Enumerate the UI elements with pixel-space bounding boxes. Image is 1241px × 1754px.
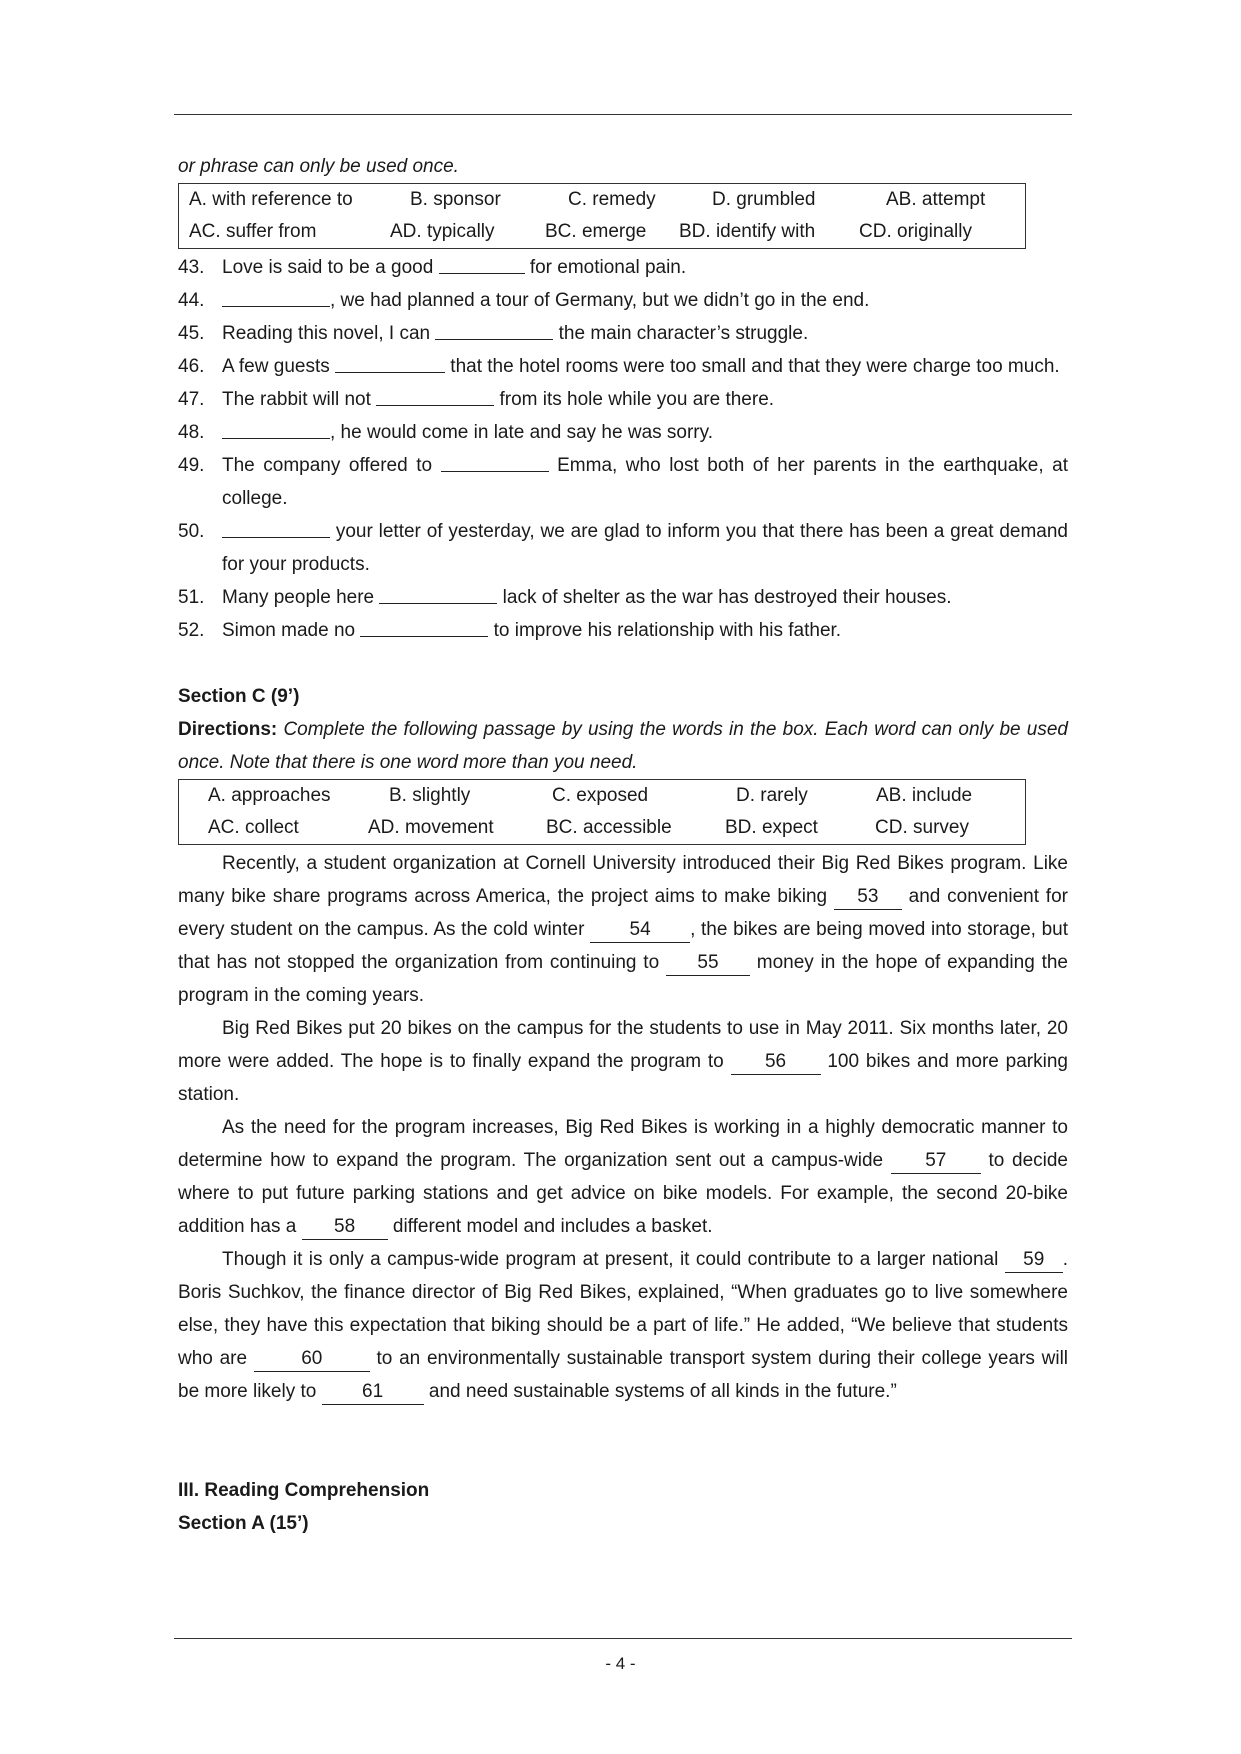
word-option: AC. collect	[208, 817, 299, 838]
answer-blank[interactable]	[376, 383, 494, 406]
header-rule	[174, 114, 1072, 115]
text-after-blank: lack of shelter as the war has destroyed their houses.	[497, 587, 952, 608]
passage-text: Big Red Bikes put 20 bikes on the campus for the students to use in May 2011. Six months later, 20 more were added. The hope is to finally expand the program to	[178, 1018, 1068, 1072]
directions-label: Directions:	[178, 719, 278, 740]
word-option: AD. movement	[368, 817, 494, 838]
passage-text: different model and includes a basket.	[387, 1216, 713, 1237]
blank-58[interactable]: 58	[302, 1215, 388, 1240]
question-47	[178, 383, 1068, 416]
page-content	[178, 150, 1068, 1540]
text-before-blank: Reading this novel, I can	[222, 323, 436, 344]
text-before-blank: Many people here	[222, 587, 380, 608]
passage-text: and need sustainable systems of all kinds in the future.”	[423, 1381, 897, 1402]
word-box-row	[189, 216, 1025, 248]
word-option: AC. suffer from	[189, 221, 317, 242]
word-option: C. remedy	[568, 189, 656, 210]
passage-text: 100 bikes and more parking station.	[178, 1051, 1068, 1105]
word-box-row	[189, 184, 1025, 216]
word-option: C. exposed	[552, 785, 649, 806]
spacer	[178, 647, 1068, 680]
question-number: 45.	[178, 323, 205, 344]
question-number: 44.	[178, 290, 205, 311]
question-text	[222, 416, 1068, 449]
page-number: - 4 -	[605, 1654, 636, 1673]
question-number: 46.	[178, 356, 205, 377]
answer-blank[interactable]	[222, 284, 330, 307]
blank-56[interactable]: 56	[731, 1050, 821, 1075]
question-text	[222, 515, 1068, 581]
blank-60[interactable]: 60	[254, 1347, 370, 1372]
blank-54[interactable]: 54	[590, 918, 690, 943]
word-option: AB. include	[876, 785, 973, 806]
footer-rule	[174, 1638, 1072, 1639]
passage-text: As the need for the program increases, Big Red Bikes is working in a highly democratic manner to determine how to expand the program. The organization sent out a campus-wide	[178, 1117, 1068, 1171]
text-after-blank: your letter of yesterday, we are glad to inform you that there has been a great demand for your products.	[222, 521, 1068, 575]
word-box-row	[208, 780, 1025, 812]
text-before-blank: The rabbit will not	[222, 389, 377, 410]
question-52	[178, 614, 1068, 647]
question-49	[178, 449, 1068, 515]
question-number: 50.	[178, 521, 205, 542]
part-3-title: III. Reading Comprehension	[178, 1480, 430, 1501]
question-text	[222, 449, 1068, 515]
section-a-title: Section A (15’)	[178, 1513, 309, 1534]
answer-blank[interactable]	[439, 251, 525, 274]
blank-55[interactable]: 55	[666, 951, 750, 976]
blank-59[interactable]: 59	[1005, 1248, 1063, 1273]
question-number: 49.	[178, 455, 205, 476]
word-option: D. grumbled	[712, 189, 816, 210]
text-after-blank: Emma, who lost both of her parents in the earthquake, at college.	[222, 455, 1068, 509]
question-text	[222, 614, 1068, 647]
question-number: 47.	[178, 389, 205, 410]
box-instruction: or phrase can only be used once.	[178, 156, 459, 177]
text-after-blank: from its hole while you are there.	[494, 389, 775, 410]
question-44	[178, 284, 1068, 317]
passage-text: and convenient for every student on the campus. As the cold winter	[178, 886, 1068, 940]
directions-text: Complete the following passage by using the words in the box. Each word can only be used once. Note that there is one word more than you need.	[178, 719, 1068, 773]
question-text	[222, 251, 1068, 284]
text-before-blank: The company offered to	[222, 455, 441, 476]
question-text	[222, 284, 1068, 317]
text-after-blank: , we had planned a tour of Germany, but we didn’t go in the end.	[330, 290, 870, 311]
question-text	[222, 581, 1068, 614]
passage-text: to decide where to put future parking stations and get advice on bike models. For example, the second 20-bike addition has a	[178, 1150, 1068, 1237]
word-option: A. approaches	[208, 785, 331, 806]
question-48	[178, 416, 1068, 449]
text-after-blank: that the hotel rooms were too small and that they were charge too much.	[445, 356, 1060, 377]
question-number: 43.	[178, 257, 205, 278]
word-option: CD. originally	[859, 221, 972, 242]
word-box-row	[208, 812, 1025, 844]
text-after-blank: the main character’s struggle.	[553, 323, 809, 344]
spacer	[178, 1441, 1068, 1474]
text-after-blank: for emotional pain.	[524, 257, 687, 278]
word-option: BC. accessible	[546, 817, 672, 838]
word-option: A. with reference to	[189, 189, 353, 210]
word-box-section-b	[178, 183, 1026, 249]
answer-blank[interactable]	[379, 581, 497, 604]
section-c-title: Section C (9’)	[178, 686, 300, 707]
blank-61[interactable]: 61	[322, 1380, 424, 1405]
question-51	[178, 581, 1068, 614]
question-number: 51.	[178, 587, 205, 608]
passage-paragraph-4	[178, 1243, 1068, 1408]
word-option: AD. typically	[390, 221, 495, 242]
passage-paragraph-3	[178, 1111, 1068, 1243]
question-number: 52.	[178, 620, 205, 641]
text-after-blank: to improve his relationship with his father.	[488, 620, 842, 641]
question-number: 48.	[178, 422, 205, 443]
answer-blank[interactable]	[360, 614, 488, 637]
passage-text: money in the hope of expanding the program in the coming years.	[178, 952, 1068, 1006]
word-option: CD. survey	[875, 817, 969, 838]
question-text	[222, 350, 1068, 383]
text-before-blank: Love is said to be a good	[222, 257, 439, 278]
word-option: BD. identify with	[679, 221, 816, 242]
passage-text: . Boris Suchkov, the finance director of Big Red Bikes, explained, “When graduates go to live somewhere else, they have this expectation that biking should be a part of life.” He added, “We believe that students who are	[178, 1249, 1068, 1369]
question-text	[222, 317, 1068, 350]
question-text	[222, 383, 1068, 416]
blank-53[interactable]: 53	[834, 885, 902, 910]
text-before-blank: Simon made no	[222, 620, 361, 641]
passage-text: , the bikes are being moved into storage, but that has not stopped the organization from continuing to	[178, 919, 1069, 973]
question-43	[178, 251, 1068, 284]
answer-blank[interactable]	[435, 317, 553, 340]
answer-blank[interactable]	[441, 449, 549, 472]
passage-text: Though it is only a campus-wide program at present, it could contribute to a larger national	[222, 1249, 1005, 1270]
answer-blank[interactable]	[222, 515, 330, 538]
question-46	[178, 350, 1068, 383]
section-c-directions	[178, 713, 1068, 779]
spacer	[178, 1408, 1068, 1441]
passage-text: Recently, a student organization at Cornell University introduced their Big Red Bikes program. Like many bike share programs across America, the project aims to make biking	[178, 853, 1068, 907]
word-option: B. slightly	[389, 785, 471, 806]
word-box-section-c	[178, 779, 1026, 845]
question-45	[178, 317, 1068, 350]
passage-text: to an environmentally sustainable transport system during their college years will be more likely to	[178, 1348, 1069, 1402]
word-option: BC. emerge	[545, 221, 647, 242]
word-option: D. rarely	[736, 785, 808, 806]
passage-paragraph-2	[178, 1012, 1068, 1111]
blank-57[interactable]: 57	[891, 1149, 981, 1174]
text-before-blank: A few guests	[222, 356, 336, 377]
answer-blank[interactable]	[222, 416, 330, 439]
word-option: BD. expect	[725, 817, 818, 838]
passage-paragraph-1	[178, 847, 1068, 1012]
answer-blank[interactable]	[335, 350, 445, 373]
word-option: B. sponsor	[410, 189, 501, 210]
text-after-blank: , he would come in late and say he was sorry.	[330, 422, 714, 443]
word-option: AB. attempt	[886, 189, 986, 210]
question-50	[178, 515, 1068, 581]
